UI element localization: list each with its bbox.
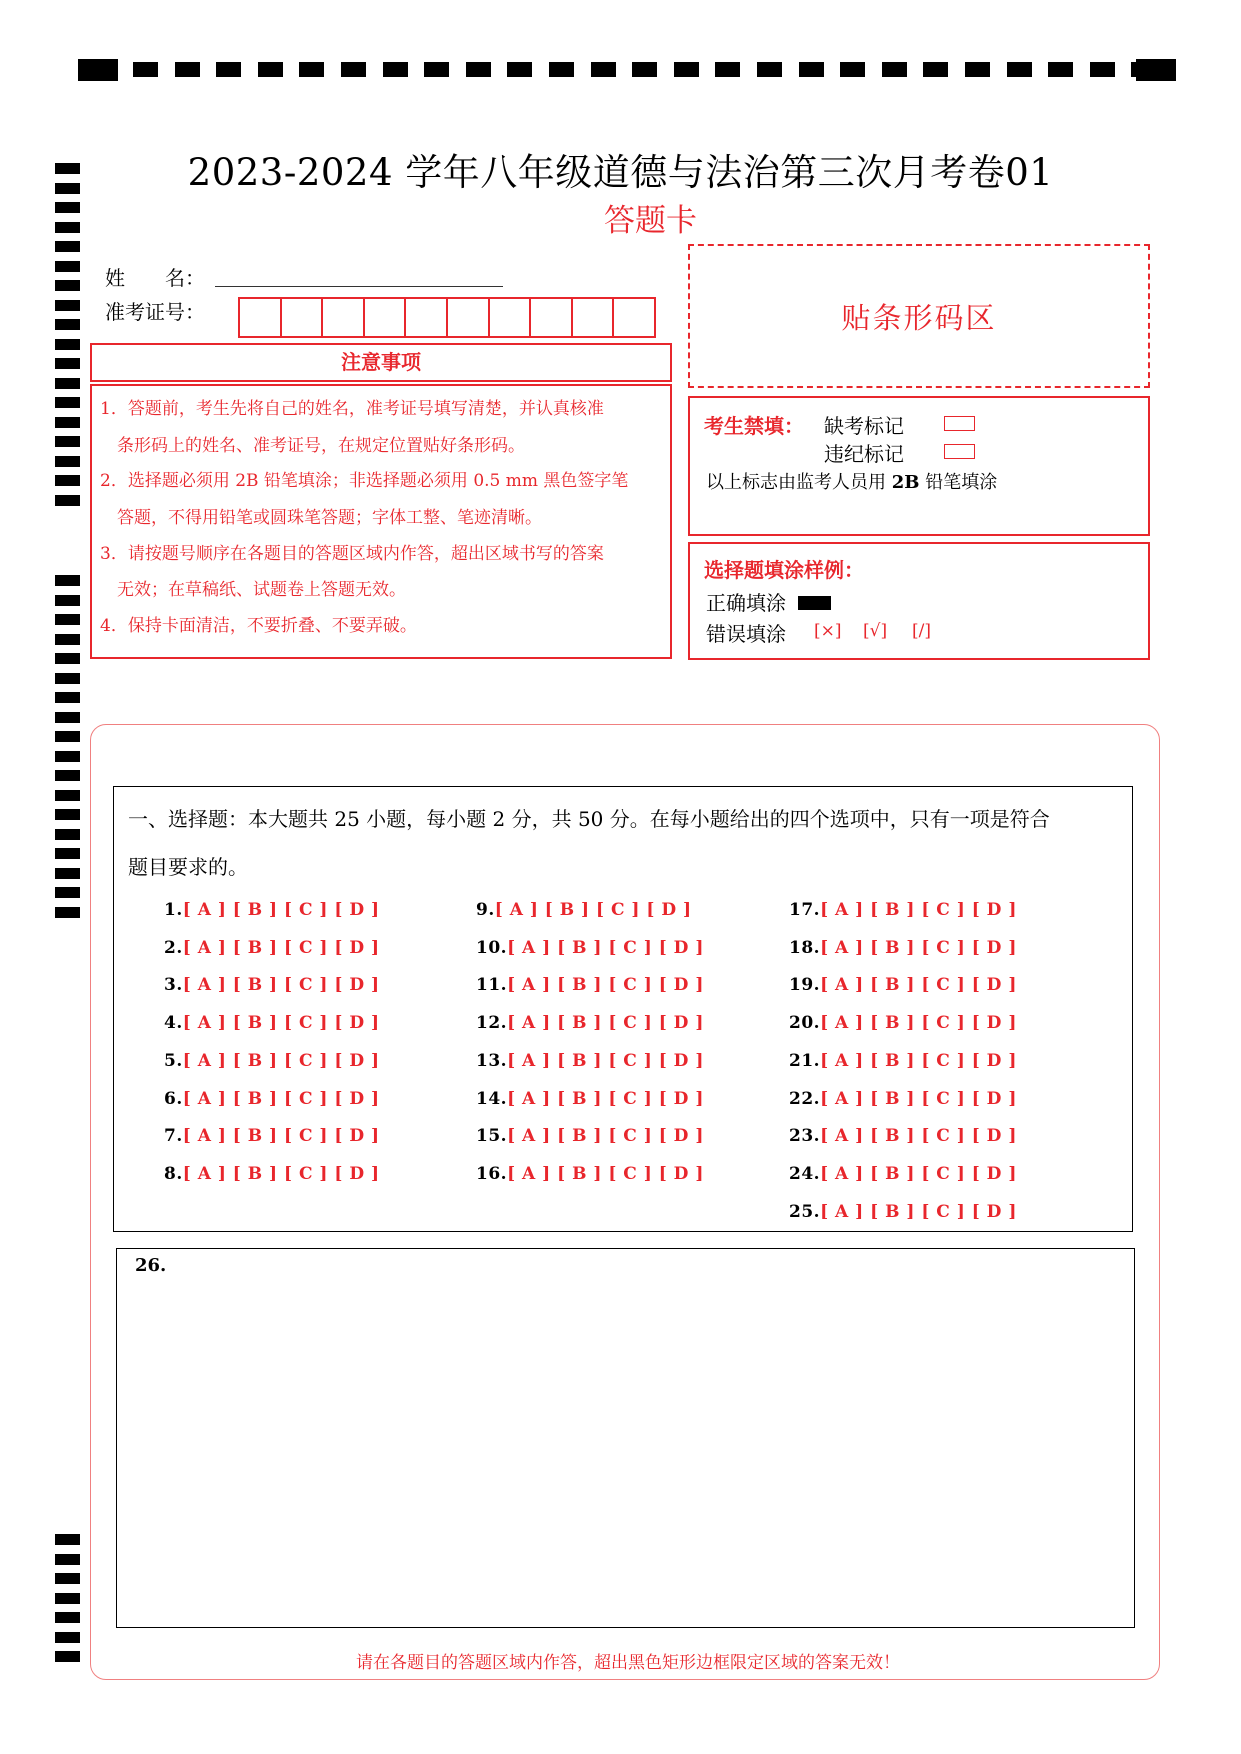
timing-mark bbox=[1136, 59, 1176, 81]
timing-mark bbox=[299, 62, 324, 77]
id-label: 准考证号： bbox=[105, 300, 205, 324]
id-digit-cell[interactable] bbox=[282, 299, 324, 336]
choice-question[interactable] bbox=[164, 1089, 380, 1109]
question-number: 24. bbox=[789, 1163, 821, 1184]
id-digit-cell[interactable] bbox=[490, 299, 532, 336]
wrong-mark-check: [√] bbox=[863, 621, 888, 641]
answer-options[interactable]: [ A ] [ B ] [ C ] [ D ] bbox=[820, 1163, 1017, 1184]
choice-question[interactable] bbox=[164, 1126, 380, 1146]
question-number: 7. bbox=[164, 1126, 183, 1147]
timing-mark bbox=[55, 1554, 80, 1565]
choice-question[interactable] bbox=[476, 1164, 704, 1184]
question-number: 20. bbox=[789, 1013, 821, 1034]
timing-mark bbox=[55, 712, 80, 723]
id-number-boxes[interactable] bbox=[238, 297, 656, 338]
id-digit-cell[interactable] bbox=[614, 299, 654, 336]
absent-label: 缺考标记 bbox=[824, 414, 904, 438]
answer-options[interactable]: [ A ] [ B ] [ C ] [ D ] bbox=[507, 1088, 704, 1109]
choice-question[interactable] bbox=[789, 975, 1017, 995]
timing-mark bbox=[591, 62, 616, 77]
wrong-mark-cross: [×] bbox=[814, 621, 842, 641]
answer-options[interactable]: [ A ] [ B ] [ C ] [ D ] bbox=[182, 900, 380, 920]
choice-question[interactable] bbox=[164, 900, 380, 920]
timing-mark bbox=[55, 614, 80, 625]
choice-question[interactable] bbox=[789, 938, 1017, 958]
timing-mark bbox=[55, 634, 80, 645]
barcode-area bbox=[688, 244, 1150, 388]
choice-question[interactable] bbox=[476, 1126, 704, 1146]
question-26-area[interactable] bbox=[116, 1248, 1135, 1628]
timing-mark bbox=[55, 378, 80, 389]
question-number: 1. bbox=[164, 900, 183, 920]
forbid-title: 考生禁填： bbox=[704, 414, 804, 438]
question-number: 17. bbox=[789, 900, 821, 920]
id-digit-cell[interactable] bbox=[240, 299, 282, 336]
question-number: 8. bbox=[164, 1163, 183, 1184]
timing-mark bbox=[965, 62, 990, 77]
timing-mark bbox=[55, 653, 80, 664]
timing-mark bbox=[55, 261, 80, 272]
choice-question[interactable] bbox=[164, 975, 380, 995]
timing-mark bbox=[55, 319, 80, 330]
timing-mark bbox=[424, 62, 449, 77]
timing-mark bbox=[757, 62, 782, 77]
question-number: 12. bbox=[476, 1013, 508, 1034]
forbid-note bbox=[706, 468, 997, 494]
violation-label: 违纪标记 bbox=[824, 442, 904, 466]
question-number: 23. bbox=[789, 1126, 821, 1147]
question-number: 10. bbox=[476, 937, 508, 958]
timing-mark bbox=[55, 595, 80, 606]
timing-mark bbox=[466, 62, 491, 77]
timing-mark bbox=[507, 62, 532, 77]
answer-options[interactable]: [ A ] [ B ] [ C ] [ D ] bbox=[507, 975, 704, 996]
answer-options[interactable]: [ A ] [ B ] [ C ] [ D ] bbox=[507, 1050, 704, 1071]
timing-mark bbox=[258, 62, 283, 77]
choice-question[interactable] bbox=[789, 1051, 1017, 1071]
timing-mark bbox=[55, 397, 80, 408]
choice-question[interactable] bbox=[789, 1164, 1017, 1184]
sample-title: 选择题填涂样例： bbox=[704, 558, 864, 582]
question-number: 6. bbox=[164, 1088, 183, 1109]
forbid-note-post: 铅笔填涂 bbox=[919, 472, 998, 493]
answer-options[interactable]: [ A ] [ B ] [ C ] [ D ] bbox=[182, 975, 380, 996]
footer-warning: 请在各题目的答题区域内作答，超出黑色矩形边框限定区域的答案无效！ bbox=[356, 1653, 900, 1673]
notice-line: 1．答题前，考生先将自己的姓名，准考证号填写清楚，并认真核准 bbox=[100, 399, 604, 419]
timing-mark bbox=[55, 887, 80, 898]
timing-mark bbox=[341, 62, 366, 77]
correct-fill-sample bbox=[798, 596, 831, 610]
notice-line: 4．保持卡面清洁，不要折叠、不要弄破。 bbox=[100, 616, 417, 636]
answer-options[interactable]: [ A ] [ B ] [ C ] [ D ] bbox=[507, 1126, 704, 1147]
question-number: 14. bbox=[476, 1088, 508, 1109]
choice-question[interactable] bbox=[164, 1164, 380, 1184]
timing-mark bbox=[799, 62, 824, 77]
answer-options[interactable]: [ A ] [ B ] [ C ] [ D ] bbox=[182, 1126, 380, 1147]
absent-mark-box[interactable] bbox=[944, 416, 975, 431]
section-instruction-cont: 题目要求的。 bbox=[128, 855, 248, 879]
choice-question[interactable] bbox=[476, 1051, 704, 1071]
answer-options[interactable]: [ A ] [ B ] [ C ] [ D ] bbox=[494, 900, 692, 920]
timing-mark bbox=[55, 790, 80, 801]
timing-mark bbox=[55, 1632, 80, 1643]
timing-mark bbox=[55, 829, 80, 840]
id-digit-cell[interactable] bbox=[323, 299, 365, 336]
notice-body bbox=[90, 384, 672, 659]
answer-options[interactable]: [ A ] [ B ] [ C ] [ D ] bbox=[820, 1088, 1017, 1109]
timing-mark bbox=[216, 62, 241, 77]
answer-options[interactable]: [ A ] [ B ] [ C ] [ D ] bbox=[182, 1088, 380, 1109]
timing-mark bbox=[55, 1534, 80, 1545]
timing-mark bbox=[55, 417, 80, 428]
question-number: 5. bbox=[164, 1050, 183, 1071]
timing-mark bbox=[55, 673, 80, 684]
notice-heading: 注意事项 bbox=[90, 343, 672, 382]
answer-options[interactable]: [ A ] [ B ] [ C ] [ D ] bbox=[820, 975, 1017, 996]
correct-fill-label: 正确填涂 bbox=[706, 591, 786, 615]
timing-mark bbox=[55, 907, 80, 918]
notice-line: 答题，不得用铅笔或圆珠笔答题；字体工整、笔迹清晰。 bbox=[100, 508, 542, 528]
question-number: 4. bbox=[164, 1013, 183, 1034]
question-number: 3. bbox=[164, 975, 183, 996]
question-number: 19. bbox=[789, 975, 821, 996]
timing-mark bbox=[55, 300, 80, 311]
choice-question[interactable] bbox=[164, 938, 380, 958]
answer-options[interactable]: [ A ] [ B ] [ C ] [ D ] bbox=[820, 1201, 1017, 1222]
notice-line: 3．请按题号顺序在各题目的答题区域内作答，超出区域书写的答案 bbox=[100, 544, 604, 564]
id-digit-cell[interactable] bbox=[406, 299, 448, 336]
barcode-label: 贴条形码区 bbox=[841, 301, 997, 335]
question-26-label: 26. bbox=[135, 1255, 167, 1276]
timing-mark bbox=[55, 241, 80, 252]
timing-mark bbox=[1090, 62, 1115, 77]
top-timing-marks bbox=[78, 56, 1176, 82]
question-number: 2. bbox=[164, 937, 183, 958]
name-label: 姓 名： bbox=[105, 266, 205, 290]
answer-options[interactable]: [ A ] [ B ] [ C ] [ D ] bbox=[507, 937, 704, 958]
page-title: 2023-2024 学年八年级道德与法治第三次月考卷01 bbox=[187, 151, 1054, 194]
answer-options[interactable]: [ A ] [ B ] [ C ] [ D ] bbox=[507, 1163, 704, 1184]
timing-mark bbox=[923, 62, 948, 77]
timing-mark bbox=[133, 62, 158, 77]
choice-question[interactable] bbox=[476, 1013, 704, 1033]
timing-mark bbox=[55, 848, 80, 859]
id-digit-cell[interactable] bbox=[448, 299, 490, 336]
question-number: 25. bbox=[789, 1201, 821, 1222]
timing-mark bbox=[55, 770, 80, 781]
timing-mark bbox=[55, 868, 80, 879]
answer-options[interactable]: [ A ] [ B ] [ C ] [ D ] bbox=[820, 1126, 1017, 1147]
wrong-fill-label: 错误填涂 bbox=[706, 622, 786, 646]
timing-mark bbox=[55, 475, 80, 486]
timing-mark bbox=[715, 62, 740, 77]
notice-line: 2．选择题必须用 2B 铅笔填涂；非选择题必须用 0.5 mm 黑色签字笔 bbox=[100, 471, 629, 491]
timing-mark bbox=[55, 1593, 80, 1604]
section-instruction: 一、选择题：本大题共 25 小题，每小题 2 分，共 50 分。在每小题给出的四个选项中，只有一项是符合 bbox=[128, 807, 1050, 831]
answer-options[interactable]: [ A ] [ B ] [ C ] [ D ] bbox=[820, 900, 1017, 920]
question-number: 11. bbox=[476, 975, 508, 996]
violation-mark-box[interactable] bbox=[944, 444, 975, 459]
choice-question[interactable] bbox=[476, 1089, 704, 1109]
timing-mark bbox=[383, 62, 408, 77]
answer-options[interactable]: [ A ] [ B ] [ C ] [ D ] bbox=[182, 1163, 380, 1184]
examiner-only-box bbox=[688, 396, 1150, 536]
timing-mark bbox=[840, 62, 865, 77]
choice-question[interactable] bbox=[476, 975, 704, 995]
notice-line: 条形码上的姓名、准考证号，在规定位置贴好条形码。 bbox=[100, 436, 525, 456]
timing-mark bbox=[55, 358, 80, 369]
name-field[interactable] bbox=[215, 286, 503, 287]
answer-options[interactable]: [ A ] [ B ] [ C ] [ D ] bbox=[182, 937, 380, 958]
page-subtitle: 答题卡 bbox=[604, 203, 697, 239]
timing-mark bbox=[55, 809, 80, 820]
timing-mark bbox=[55, 1573, 80, 1584]
choice-question[interactable] bbox=[789, 1089, 1017, 1109]
question-number: 15. bbox=[476, 1126, 508, 1147]
choice-question[interactable] bbox=[789, 1013, 1017, 1033]
timing-mark bbox=[55, 575, 80, 586]
choice-question[interactable] bbox=[164, 1013, 380, 1033]
fill-sample-box bbox=[688, 542, 1150, 660]
timing-mark bbox=[55, 456, 80, 467]
timing-mark bbox=[55, 436, 80, 447]
answer-options[interactable]: [ A ] [ B ] [ C ] [ D ] bbox=[820, 1050, 1017, 1071]
timing-mark bbox=[55, 280, 80, 291]
notice-line: 无效；在草稿纸、试题卷上答题无效。 bbox=[100, 580, 406, 600]
timing-mark bbox=[55, 751, 80, 762]
choice-question[interactable] bbox=[789, 1126, 1017, 1146]
choice-question[interactable] bbox=[164, 1051, 380, 1071]
id-digit-cell[interactable] bbox=[365, 299, 407, 336]
timing-mark bbox=[55, 1612, 80, 1623]
timing-mark bbox=[674, 62, 699, 77]
answer-options[interactable]: [ A ] [ B ] [ C ] [ D ] bbox=[182, 1050, 380, 1071]
question-number: 21. bbox=[789, 1050, 821, 1071]
timing-mark bbox=[55, 692, 80, 703]
forbid-note-pre: 以上标志由监考人员用 bbox=[706, 472, 892, 493]
answer-options[interactable]: [ A ] [ B ] [ C ] [ D ] bbox=[820, 937, 1017, 958]
choice-question[interactable] bbox=[789, 1202, 1017, 1222]
timing-mark bbox=[55, 495, 80, 506]
timing-mark bbox=[55, 339, 80, 350]
choice-question[interactable] bbox=[789, 900, 1017, 920]
answer-options[interactable]: [ A ] [ B ] [ C ] [ D ] bbox=[820, 1013, 1017, 1034]
timing-mark bbox=[78, 59, 118, 81]
timing-mark bbox=[175, 62, 200, 77]
id-digit-cell[interactable] bbox=[531, 299, 573, 336]
timing-mark bbox=[1048, 62, 1073, 77]
answer-options[interactable]: [ A ] [ B ] [ C ] [ D ] bbox=[507, 1013, 704, 1034]
wrong-mark-slash: [/] bbox=[912, 621, 931, 641]
timing-mark bbox=[549, 62, 574, 77]
answer-options[interactable]: [ A ] [ B ] [ C ] [ D ] bbox=[182, 1013, 380, 1034]
question-number: 9. bbox=[476, 900, 495, 920]
choice-question[interactable] bbox=[476, 938, 704, 958]
question-number: 22. bbox=[789, 1088, 821, 1109]
question-number: 13. bbox=[476, 1050, 508, 1071]
choice-question[interactable] bbox=[476, 900, 692, 920]
timing-mark bbox=[55, 731, 80, 742]
forbid-note-bold: 2B bbox=[891, 472, 920, 493]
question-number: 16. bbox=[476, 1163, 508, 1184]
id-digit-cell[interactable] bbox=[573, 299, 615, 336]
timing-mark bbox=[1007, 62, 1032, 77]
timing-mark bbox=[882, 62, 907, 77]
question-number: 18. bbox=[789, 937, 821, 958]
timing-mark bbox=[632, 62, 657, 77]
multiple-choice-section bbox=[113, 786, 1133, 1232]
